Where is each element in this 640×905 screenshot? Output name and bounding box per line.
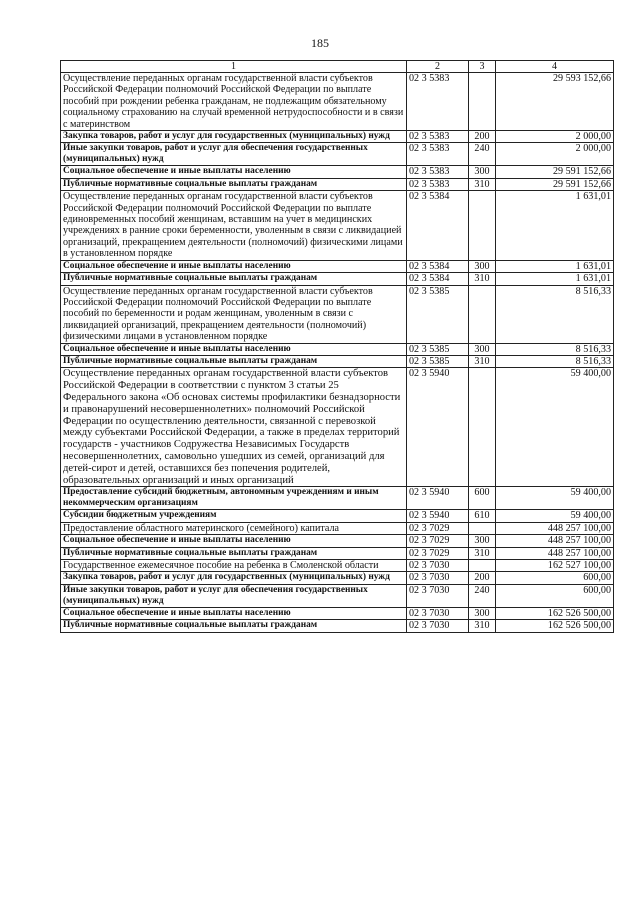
row-name: Социальное обеспечение и иные выплаты населению: [61, 607, 407, 619]
row-code: 02 3 5940: [407, 368, 469, 487]
row-amount: 448 257 100,00: [496, 547, 614, 559]
row-code: 02 3 5940: [407, 487, 469, 510]
row-name: Осуществление переданных органам государственной власти субъектов Российской Федерации полномочий Российской Федерации по выплате единовременных пособий женщинам, вставшим на учет в медицинских учреждениях в ранние сроки беременности, уволенным в связи с ликвидацией организаций, прекращением деятельности (полномочий) физическими лицами в установленном порядке: [61, 191, 407, 260]
table-row: [61, 535, 614, 547]
row-expense-type: 200: [469, 572, 496, 584]
row-code: 02 3 5383: [407, 143, 469, 166]
row-code: 02 3 7030: [407, 584, 469, 607]
row-name: Социальное обеспечение и иные выплаты населению: [61, 260, 407, 272]
row-amount: 2 000,00: [496, 143, 614, 166]
table-row: [61, 260, 614, 272]
row-amount: 2 000,00: [496, 131, 614, 143]
row-name: Публичные нормативные социальные выплаты гражданам: [61, 355, 407, 367]
table-row: [61, 285, 614, 343]
row-expense-type: [469, 191, 496, 260]
table-row: [61, 143, 614, 166]
row-amount: 448 257 100,00: [496, 535, 614, 547]
row-amount: 59 400,00: [496, 487, 614, 510]
row-amount: 600,00: [496, 572, 614, 584]
row-name: Осуществление переданных органам государственной власти субъектов Российской Федерации в соответствии с пунктом 3 статьи 25 Федерального закона «Об основах системы профилактики безнадзорности и правонарушений несовершеннолетних» полномочий Российской Федерации по осуществлению деятельности, связанной с перевозкой между субъектами Российской Федерации, а также в пределах территорий государств - участников Содружества Независимых Государств несовершеннолетних, самовольно ушедших из семей, организаций для детей-сирот и детей, оставшихся без попечения родителей, образовательных организаций и иных организаций: [61, 368, 407, 487]
row-amount: 162 527 100,00: [496, 559, 614, 571]
row-name: Иные закупки товаров, работ и услуг для обеспечения государственных (муниципальных) нужд: [61, 584, 407, 607]
row-amount: 162 526 500,00: [496, 620, 614, 632]
row-amount: 8 516,33: [496, 343, 614, 355]
row-name: Иные закупки товаров, работ и услуг для обеспечения государственных (муниципальных) нужд: [61, 143, 407, 166]
row-expense-type: 240: [469, 584, 496, 607]
row-name: Публичные нормативные социальные выплаты гражданам: [61, 178, 407, 190]
row-expense-type: 310: [469, 355, 496, 367]
row-code: 02 3 7030: [407, 607, 469, 619]
row-expense-type: [469, 368, 496, 487]
table-header-row: [61, 61, 614, 73]
table-row: [61, 178, 614, 190]
row-name: Публичные нормативные социальные выплаты гражданам: [61, 273, 407, 285]
row-code: 02 3 5940: [407, 510, 469, 522]
row-code: 02 3 5383: [407, 166, 469, 178]
table-row: [61, 547, 614, 559]
row-expense-type: 310: [469, 273, 496, 285]
row-name: Государственное ежемесячное пособие на ребенка в Смоленской области: [61, 559, 407, 571]
row-name: Социальное обеспечение и иные выплаты населению: [61, 535, 407, 547]
row-expense-type: [469, 285, 496, 343]
row-amount: 29 593 152,66: [496, 73, 614, 131]
row-code: 02 3 5383: [407, 131, 469, 143]
table-row: [61, 607, 614, 619]
budget-table: [60, 60, 614, 633]
row-code: 02 3 5384: [407, 191, 469, 260]
row-expense-type: 300: [469, 535, 496, 547]
row-expense-type: 240: [469, 143, 496, 166]
row-expense-type: 600: [469, 487, 496, 510]
row-amount: 600,00: [496, 584, 614, 607]
row-expense-type: 310: [469, 620, 496, 632]
header-col-4: 4: [496, 61, 614, 73]
row-expense-type: 300: [469, 607, 496, 619]
table-row: [61, 584, 614, 607]
table-row: [61, 368, 614, 487]
row-code: 02 3 7030: [407, 620, 469, 632]
table-row: [61, 166, 614, 178]
header-col-2: 2: [407, 61, 469, 73]
table-row: [61, 191, 614, 260]
row-name: Публичные нормативные социальные выплаты гражданам: [61, 547, 407, 559]
row-code: 02 3 5383: [407, 73, 469, 131]
row-expense-type: 200: [469, 131, 496, 143]
table-row: [61, 620, 614, 632]
row-name: Социальное обеспечение и иные выплаты населению: [61, 343, 407, 355]
row-name: Публичные нормативные социальные выплаты гражданам: [61, 620, 407, 632]
table-row: [61, 572, 614, 584]
row-amount: 1 631,01: [496, 273, 614, 285]
row-expense-type: 300: [469, 260, 496, 272]
row-amount: 1 631,01: [496, 191, 614, 260]
row-expense-type: [469, 73, 496, 131]
row-code: 02 3 7029: [407, 547, 469, 559]
table-row: [61, 273, 614, 285]
row-expense-type: 300: [469, 343, 496, 355]
row-name: Закупка товаров, работ и услуг для государственных (муниципальных) нужд: [61, 131, 407, 143]
row-code: 02 3 7029: [407, 535, 469, 547]
row-code: 02 3 5385: [407, 343, 469, 355]
row-amount: 1 631,01: [496, 260, 614, 272]
row-code: 02 3 5385: [407, 285, 469, 343]
row-expense-type: 310: [469, 547, 496, 559]
header-col-3: 3: [469, 61, 496, 73]
row-name: Осуществление переданных органам государственной власти субъектов Российской Федерации полномочий Российской Федерации по выплате пособий по беременности и родам женщинам, уволенным в связи с ликвидацией организаций, прекращением деятельности (полномочий) физическими лицами в установленном порядке: [61, 285, 407, 343]
row-code: 02 3 7030: [407, 559, 469, 571]
row-code: 02 3 5384: [407, 260, 469, 272]
row-expense-type: 310: [469, 178, 496, 190]
row-amount: 59 400,00: [496, 368, 614, 487]
row-amount: 8 516,33: [496, 285, 614, 343]
table-row: [61, 559, 614, 571]
row-amount: 29 591 152,66: [496, 178, 614, 190]
header-col-1: 1: [61, 61, 407, 73]
row-code: 02 3 7030: [407, 572, 469, 584]
table-row: [61, 131, 614, 143]
row-expense-type: [469, 559, 496, 571]
row-expense-type: 610: [469, 510, 496, 522]
table-row: [61, 343, 614, 355]
row-name: Предоставление областного материнского (семейного) капитала: [61, 522, 407, 534]
row-code: 02 3 7029: [407, 522, 469, 534]
table-row: [61, 73, 614, 131]
row-code: 02 3 5383: [407, 178, 469, 190]
row-expense-type: 300: [469, 166, 496, 178]
row-amount: 162 526 500,00: [496, 607, 614, 619]
page-number: 185: [311, 36, 329, 50]
row-code: 02 3 5385: [407, 355, 469, 367]
row-code: 02 3 5384: [407, 273, 469, 285]
row-name: Предоставление субсидий бюджетным, автономным учреждениям и иным некоммерческим организациям: [61, 487, 407, 510]
row-amount: 29 591 152,66: [496, 166, 614, 178]
table-row: [61, 510, 614, 522]
row-name: Закупка товаров, работ и услуг для государственных (муниципальных) нужд: [61, 572, 407, 584]
table-row: [61, 487, 614, 510]
table-row: [61, 355, 614, 367]
row-name: Субсидии бюджетным учреждениям: [61, 510, 407, 522]
row-amount: 8 516,33: [496, 355, 614, 367]
table-row: [61, 522, 614, 534]
row-expense-type: [469, 522, 496, 534]
table-body: [61, 73, 614, 633]
row-name: Социальное обеспечение и иные выплаты населению: [61, 166, 407, 178]
row-amount: 59 400,00: [496, 510, 614, 522]
row-name: Осуществление переданных органам государственной власти субъектов Российской Федерации полномочий Российской Федерации по выплате пособий при рождении ребенка гражданам, не подлежащим обязательному социальному страхованию на случай временной нетрудоспособности и в связи с материнством: [61, 73, 407, 131]
row-amount: 448 257 100,00: [496, 522, 614, 534]
